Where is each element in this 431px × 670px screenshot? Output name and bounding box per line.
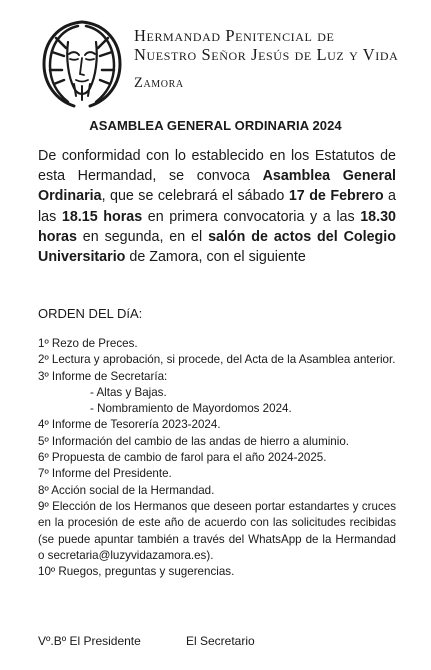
intro-paragraph bbox=[38, 146, 396, 267]
agenda-item: 6º Propuesta de cambio de farol para el año 2024-2025. bbox=[38, 451, 327, 465]
agenda-item: 5º Información del cambio de las andas de hierro a aluminio. bbox=[38, 434, 349, 448]
presidente-signature-label: Vº.Bº El Presidente bbox=[38, 634, 141, 648]
brand-line-1: Hermandad Penitencial de bbox=[134, 26, 335, 45]
agenda-item: 9º Elección de los Hermanos que deseen portar estandartes y cruces en la procesión de este año de acuerdo con las solicitudes recibidas (se puede apuntar también a través del WhatsApp de la Hermandad o secretaria@luzyvidazamora.es). bbox=[38, 499, 396, 562]
intro-segment: de Zamora, con el siguiente bbox=[125, 249, 306, 266]
intro-segment-bold: 18.15 horas bbox=[61, 208, 143, 225]
agenda-item: 10º Ruegos, preguntas y sugerencias. bbox=[38, 565, 235, 579]
agenda-item: 8º Acción social de la Hermandad. bbox=[38, 483, 215, 497]
agenda-item: 1º Rezo de Preces. bbox=[38, 337, 138, 350]
intro-segment-bold: 18.30 horas bbox=[38, 208, 397, 245]
jesus-face-logo-icon bbox=[38, 18, 126, 108]
agenda-list bbox=[38, 336, 396, 580]
intro-segment: en segunda, en el bbox=[76, 228, 209, 245]
agenda-item: 7º Informe del Presidente. bbox=[38, 467, 172, 481]
secretario-signature-label: El Secretario bbox=[186, 634, 255, 648]
agenda-subitem: - Altas y Bajas. bbox=[90, 385, 167, 399]
header bbox=[38, 18, 418, 110]
orden-del-dia-heading: ORDEN DEL DíA: bbox=[38, 306, 143, 321]
intro-segment: De conformidad con lo establecido en los Estatutos de esta Hermandad, se convoca bbox=[38, 148, 396, 185]
document-title: ASAMBLEA GENERAL ORDINARIA 2024 bbox=[89, 118, 342, 133]
intro-segment-bold: 17 de Febrero bbox=[288, 188, 384, 205]
signature-footer bbox=[38, 634, 255, 648]
intro-segment: en primera convocatoria y a las bbox=[142, 208, 361, 225]
intro-segment-bold: salón de actos del Colegio Universitario bbox=[38, 228, 396, 266]
intro-segment: , que se celebrará el sábado bbox=[101, 188, 289, 205]
agenda-subitem: - Nombramiento de Mayordomos 2024. bbox=[90, 402, 292, 416]
agenda-item: 4º Informe de Tesorería 2023-2024. bbox=[38, 418, 221, 432]
intro-segment: a las bbox=[38, 188, 396, 225]
brand-text bbox=[134, 26, 398, 92]
brand-line-3: Zamora bbox=[134, 75, 184, 91]
agenda-item: 2º Lectura y aprobación, si procede, del Acta de la Asamblea anterior. bbox=[38, 353, 396, 367]
agenda-item: 3º Informe de Secretaría: bbox=[38, 369, 168, 383]
brand-line-2: Nuestro Señor Jesús de Luz y Vida bbox=[134, 45, 399, 64]
intro-segment-bold: Asamblea General Ordinaria bbox=[38, 168, 397, 205]
